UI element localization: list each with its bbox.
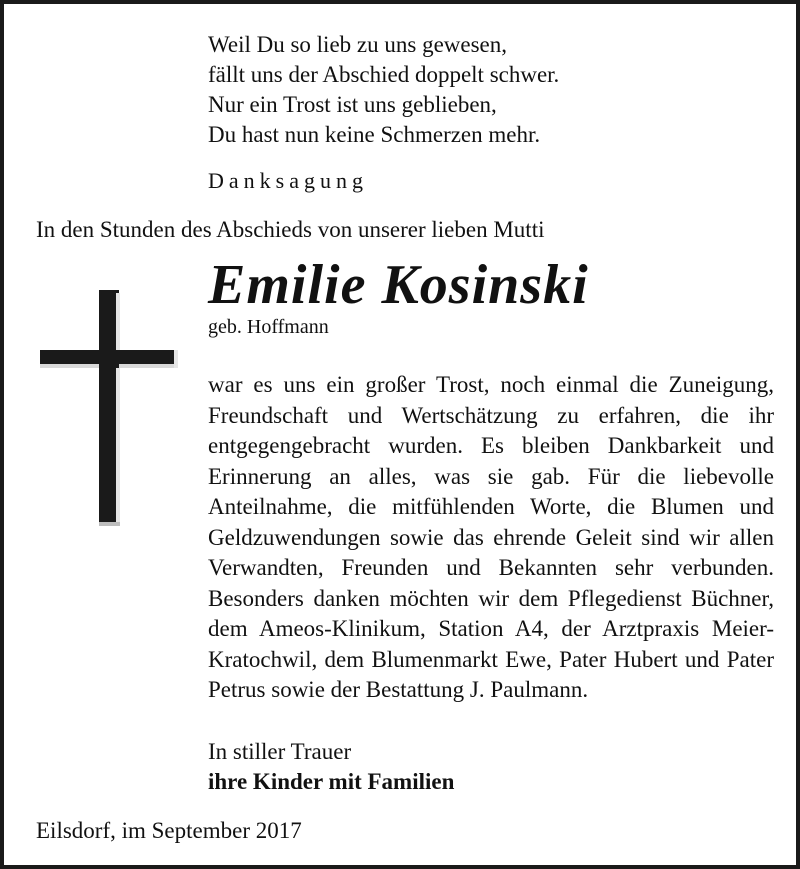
intro-text: In den Stunden des Abschieds von unserer lieben Mutti — [36, 217, 545, 242]
signature — [208, 737, 454, 797]
place-date: Eilsdorf, im September 2017 — [36, 818, 302, 843]
poem-line: Nur ein Trost ist uns geblieben, — [208, 92, 497, 117]
signature-line: In stiller Trauer — [208, 739, 352, 764]
poem-line: Weil Du so lieb zu uns gewesen, — [208, 32, 507, 57]
poem-line: Du hast nun keine Schmerzen mehr. — [208, 122, 541, 147]
cross-icon — [40, 290, 178, 526]
poem-line: fällt uns der Abschied doppelt schwer. — [208, 62, 560, 87]
heading-danksagung: Danksagung — [208, 168, 368, 193]
birth-name: geb. Hoffmann — [208, 316, 329, 338]
signature-family: ihre Kinder mit Familien — [208, 769, 455, 794]
poem — [208, 30, 559, 150]
deceased-name: Emilie Kosinski — [208, 254, 589, 316]
thanks-body: war es uns ein großer Trost, noch einmal die Zuneigung, Freundschaft und Wertschätzung zu erfahren, die ihr entgegengebracht wurden. Es bleiben Dankbarkeit und Erinnerung an alles, was sie gab. Für die liebevolle Anteilnahme, die mitfühlenden Worte, die Blumen und Geldzuwendungen sowie das ehrende Geleit sind wir allen Verwandten, Freunden und Bekannten sehr verbunden. Besonders danken möchten wir dem Pflegedienst Büchner, dem Ameos-Klinikum, Station A4, der Arztpraxis Meier-Kratochwil, dem Blumenmarkt Ewe, Pater Hubert und Pater Petrus sowie der Bestattung J. Paulmann. — [208, 372, 774, 702]
